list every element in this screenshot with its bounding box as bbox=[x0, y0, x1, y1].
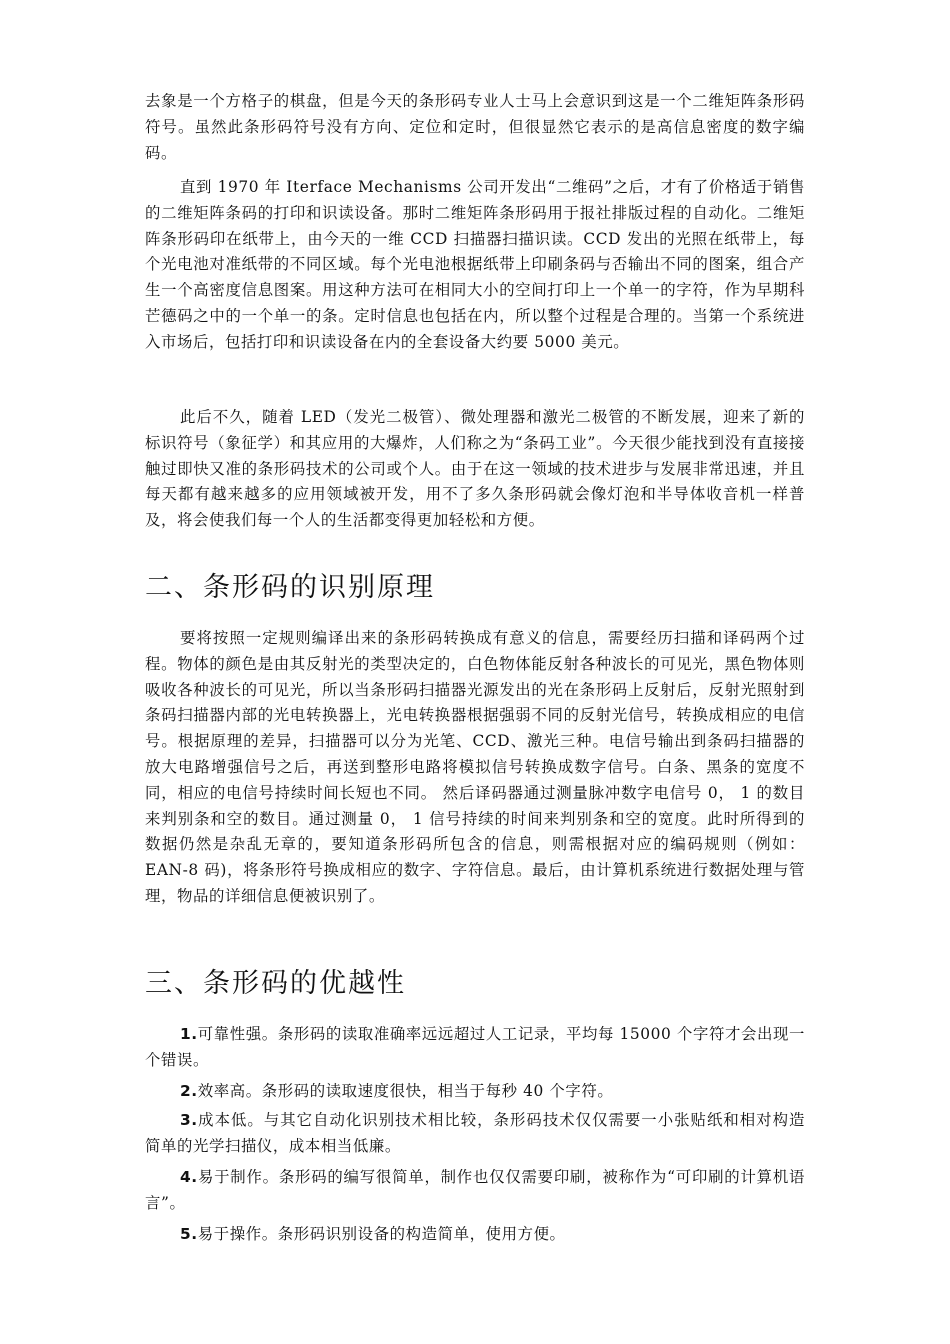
advantage-text: 易于操作。条形码识别设备的构造简单，使用方便。 bbox=[197, 1225, 566, 1243]
advantage-text: 成本低。与其它自动化识别技术相比较，条形码技术仅仅需要一小张贴纸和相对构造简单的光学扫描仪，成本相当低廉。 bbox=[145, 1111, 805, 1155]
advantage-number: 4. bbox=[180, 1168, 198, 1186]
paragraph-recognition-principle: 要将按照一定规则编译出来的条形码转换成有意义的信息，需要经历扫描和译码两个过程。物体的颜色是由其反射光的类型决定的，白色物体能反射各种波长的可见光，黑色物体则吸收各种波长的可见光，所以当条形码扫描器光源发出的光在条形码上反射后，反射光照射到条码扫描器内部的光电转换器上，光电转换器根据强弱不同的反射光信号，转换成相应的电信号。根据原理的差异，扫描器可以分为光笔、CCD、激光三种。电信号输出到条码扫描器的放大电路增强信号之后，再送到整形电路将模拟信号转换成数字信号。白条、黑条的宽度不同，相应的电信号持续时间长短也不同。 然后译码器通过测量脉冲数字电信号 0， 1 的数目来判别条和空的数目。通过测量 0， 1 信号持续的时间来判别条和空的宽度。此时所得到的数据仍然是杂乱无章的，要知道条形码所包含的信息，则需根据对应的编码规则（例如：EAN-8 码)，将条形符号换成相应的数字、字符信息。最后，由计算机系统进行数据处理与管理，物品的详细信息便被识别了。 bbox=[145, 629, 805, 905]
section-heading-advantages: 三、条形码的优越性 bbox=[145, 968, 406, 999]
section-heading-recognition-principle: 二、条形码的识别原理 bbox=[145, 572, 435, 603]
advantage-item bbox=[145, 1022, 805, 1074]
paragraph-1970-history: 直到 1970 年 Iterface Mechanisms 公司开发出“二维码”之后，才有了价格适于销售的二维矩阵条码的打印和识读设备。那时二维矩阵条形码用于报社排版过程的自动化。二维矩阵条形码印在纸带上，由今天的一维 CCD 扫描器扫描识读。CCD 发出的光照在纸带上，每个光电池对准纸带的不同区域。每个光电池根据纸带上印刷条码与否输出不同的图案，组合产生一个高密度信息图案。用这种方法可在相同大小的空间打印上一个单一的字符，作为早期科芒德码之中的一个单一的条。定时信息也包括在内，所以整个过程是合理的。当第一个系统进入市场后，包括打印和识读设备在内的全套设备大约要 5000 美元。 bbox=[145, 178, 805, 351]
advantage-number: 1. bbox=[180, 1025, 198, 1043]
advantage-text: 可靠性强。条形码的读取准确率远远超过人工记录，平均每 15000 个字符才会出现一个错误。 bbox=[145, 1025, 805, 1069]
advantage-number: 3. bbox=[180, 1111, 198, 1129]
advantage-text: 效率高。条形码的读取速度很快，相当于每秒 40 个字符。 bbox=[197, 1082, 614, 1100]
advantage-item bbox=[145, 1165, 805, 1217]
advantage-number: 5. bbox=[180, 1225, 198, 1243]
advantage-item bbox=[145, 1108, 805, 1160]
advantage-item bbox=[145, 1222, 805, 1248]
advantage-text: 易于制作。条形码的编写很简单，制作也仅仅需要印刷，被称作为“可印刷的计算机语言”。 bbox=[145, 1168, 805, 1212]
paragraph-intro-continuation: 去象是一个方格子的棋盘，但是今天的条形码专业人士马上会意识到这是一个二维矩阵条形码符号。虽然此条形码符号没有方向、定位和定时，但很显然它表示的是高信息密度的数字编码。 bbox=[145, 92, 805, 162]
paragraph-led-development: 此后不久，随着 LED（发光二极管）、微处理器和激光二极管的不断发展，迎来了新的标识符号（象征学）和其应用的大爆炸，人们称之为“条码工业”。今天很少能找到没有直接接触过即快又准的条形码技术的公司或个人。由于在这一领域的技术进步与发展非常迅速，并且每天都有越来越多的应用领域被开发，用不了多久条形码就会像灯泡和半导体收音机一样普及，将会使我们每一个人的生活都变得更加轻松和方便。 bbox=[145, 408, 805, 530]
advantage-item bbox=[145, 1079, 805, 1105]
advantage-number: 2. bbox=[180, 1082, 198, 1100]
